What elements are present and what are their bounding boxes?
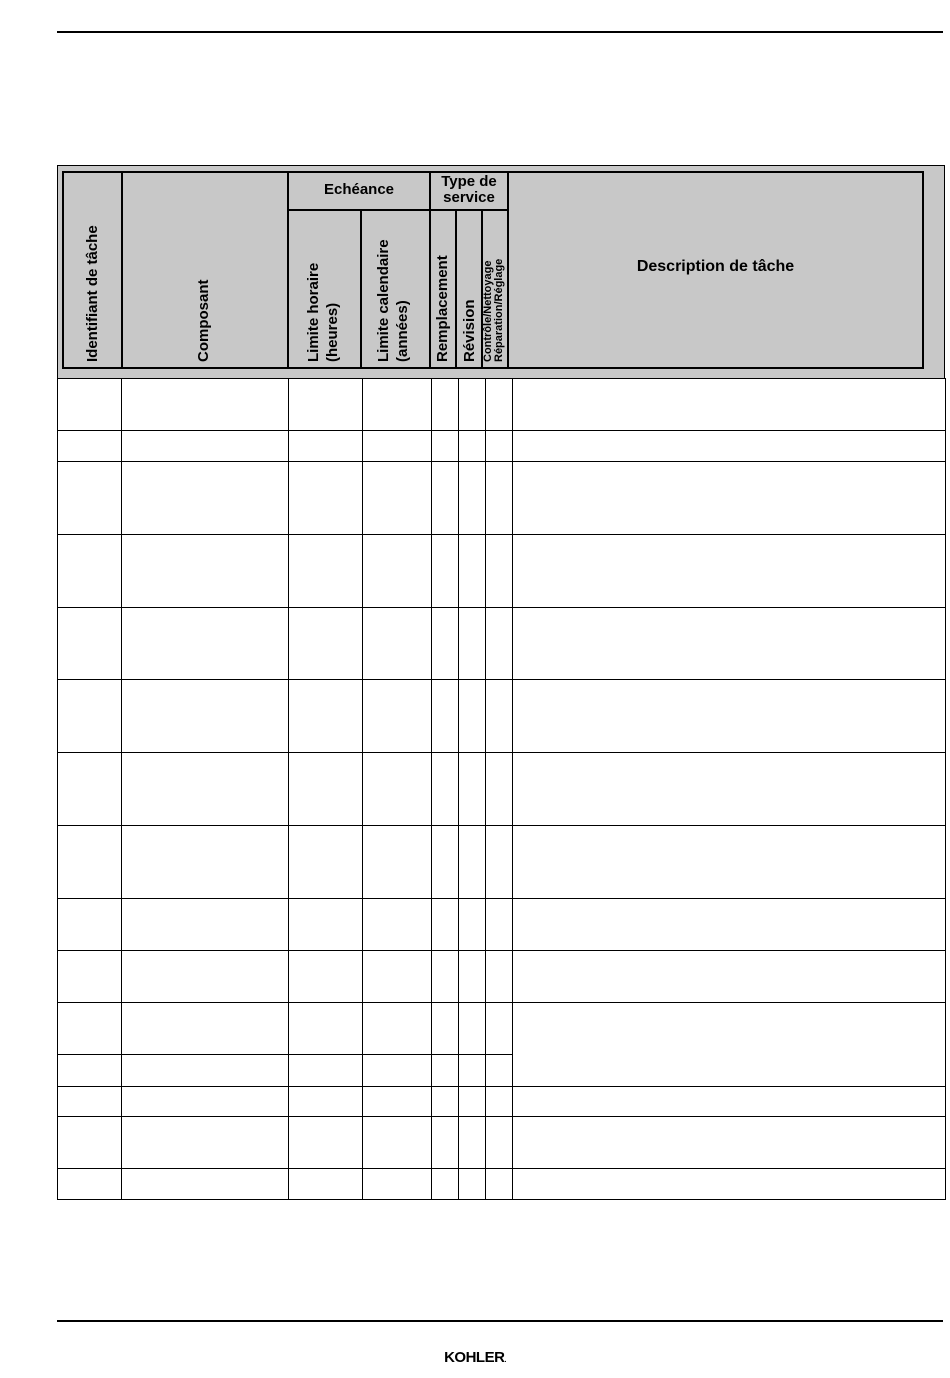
header-check-label-2: Réparation/Réglage — [493, 258, 505, 362]
brand-text: KOHLER — [444, 1349, 505, 1366]
header-service-type-label-2: service — [443, 189, 495, 206]
column-divider — [362, 378, 363, 1200]
header-hour-limit-label-1: Limite horaire — [305, 262, 322, 362]
column-divider — [458, 378, 459, 1200]
bottom-rule — [57, 1320, 943, 1322]
row-divider — [57, 534, 946, 535]
row-divider — [57, 825, 946, 826]
column-divider — [431, 378, 432, 1200]
header-check-label-1: Contrôle/Nettoyage — [482, 260, 494, 362]
header-replacement-label: Remplacement — [434, 255, 451, 362]
column-divider — [121, 378, 122, 1200]
row-divider — [57, 1199, 946, 1200]
row-divider — [57, 1054, 513, 1055]
top-rule — [57, 31, 943, 33]
row-divider — [57, 461, 946, 462]
row-divider — [57, 1168, 946, 1169]
column-divider — [512, 378, 513, 1200]
column-divider — [57, 378, 58, 1200]
row-divider — [57, 378, 946, 379]
kohler-logo — [0, 1349, 950, 1366]
header-revision-label: Révision — [461, 299, 478, 362]
row-divider — [57, 950, 946, 951]
header-description-label: Description de tâche — [636, 258, 795, 275]
row-divider — [57, 898, 946, 899]
column-divider — [288, 378, 289, 1200]
row-divider — [57, 1086, 946, 1087]
column-divider — [485, 378, 486, 1200]
header-hour-limit-label-2: (heures) — [324, 302, 341, 362]
row-divider — [57, 1116, 946, 1117]
header-service-type-label-1: Type de — [441, 173, 497, 190]
row-divider — [57, 679, 946, 680]
header-task-id-label: Identifiant de tâche — [84, 225, 101, 362]
row-divider — [57, 752, 946, 753]
column-divider — [945, 378, 946, 1200]
header-component-label: Composant — [195, 279, 212, 362]
header-due-label: Echéance — [323, 181, 395, 198]
row-divider — [57, 607, 946, 608]
header-calendar-limit-label-2: (années) — [394, 300, 411, 362]
header-calendar-limit-label-1: Limite calendaire — [375, 239, 392, 362]
brand-mark: . — [504, 1357, 506, 1364]
row-divider — [57, 430, 946, 431]
row-divider — [57, 1002, 946, 1003]
